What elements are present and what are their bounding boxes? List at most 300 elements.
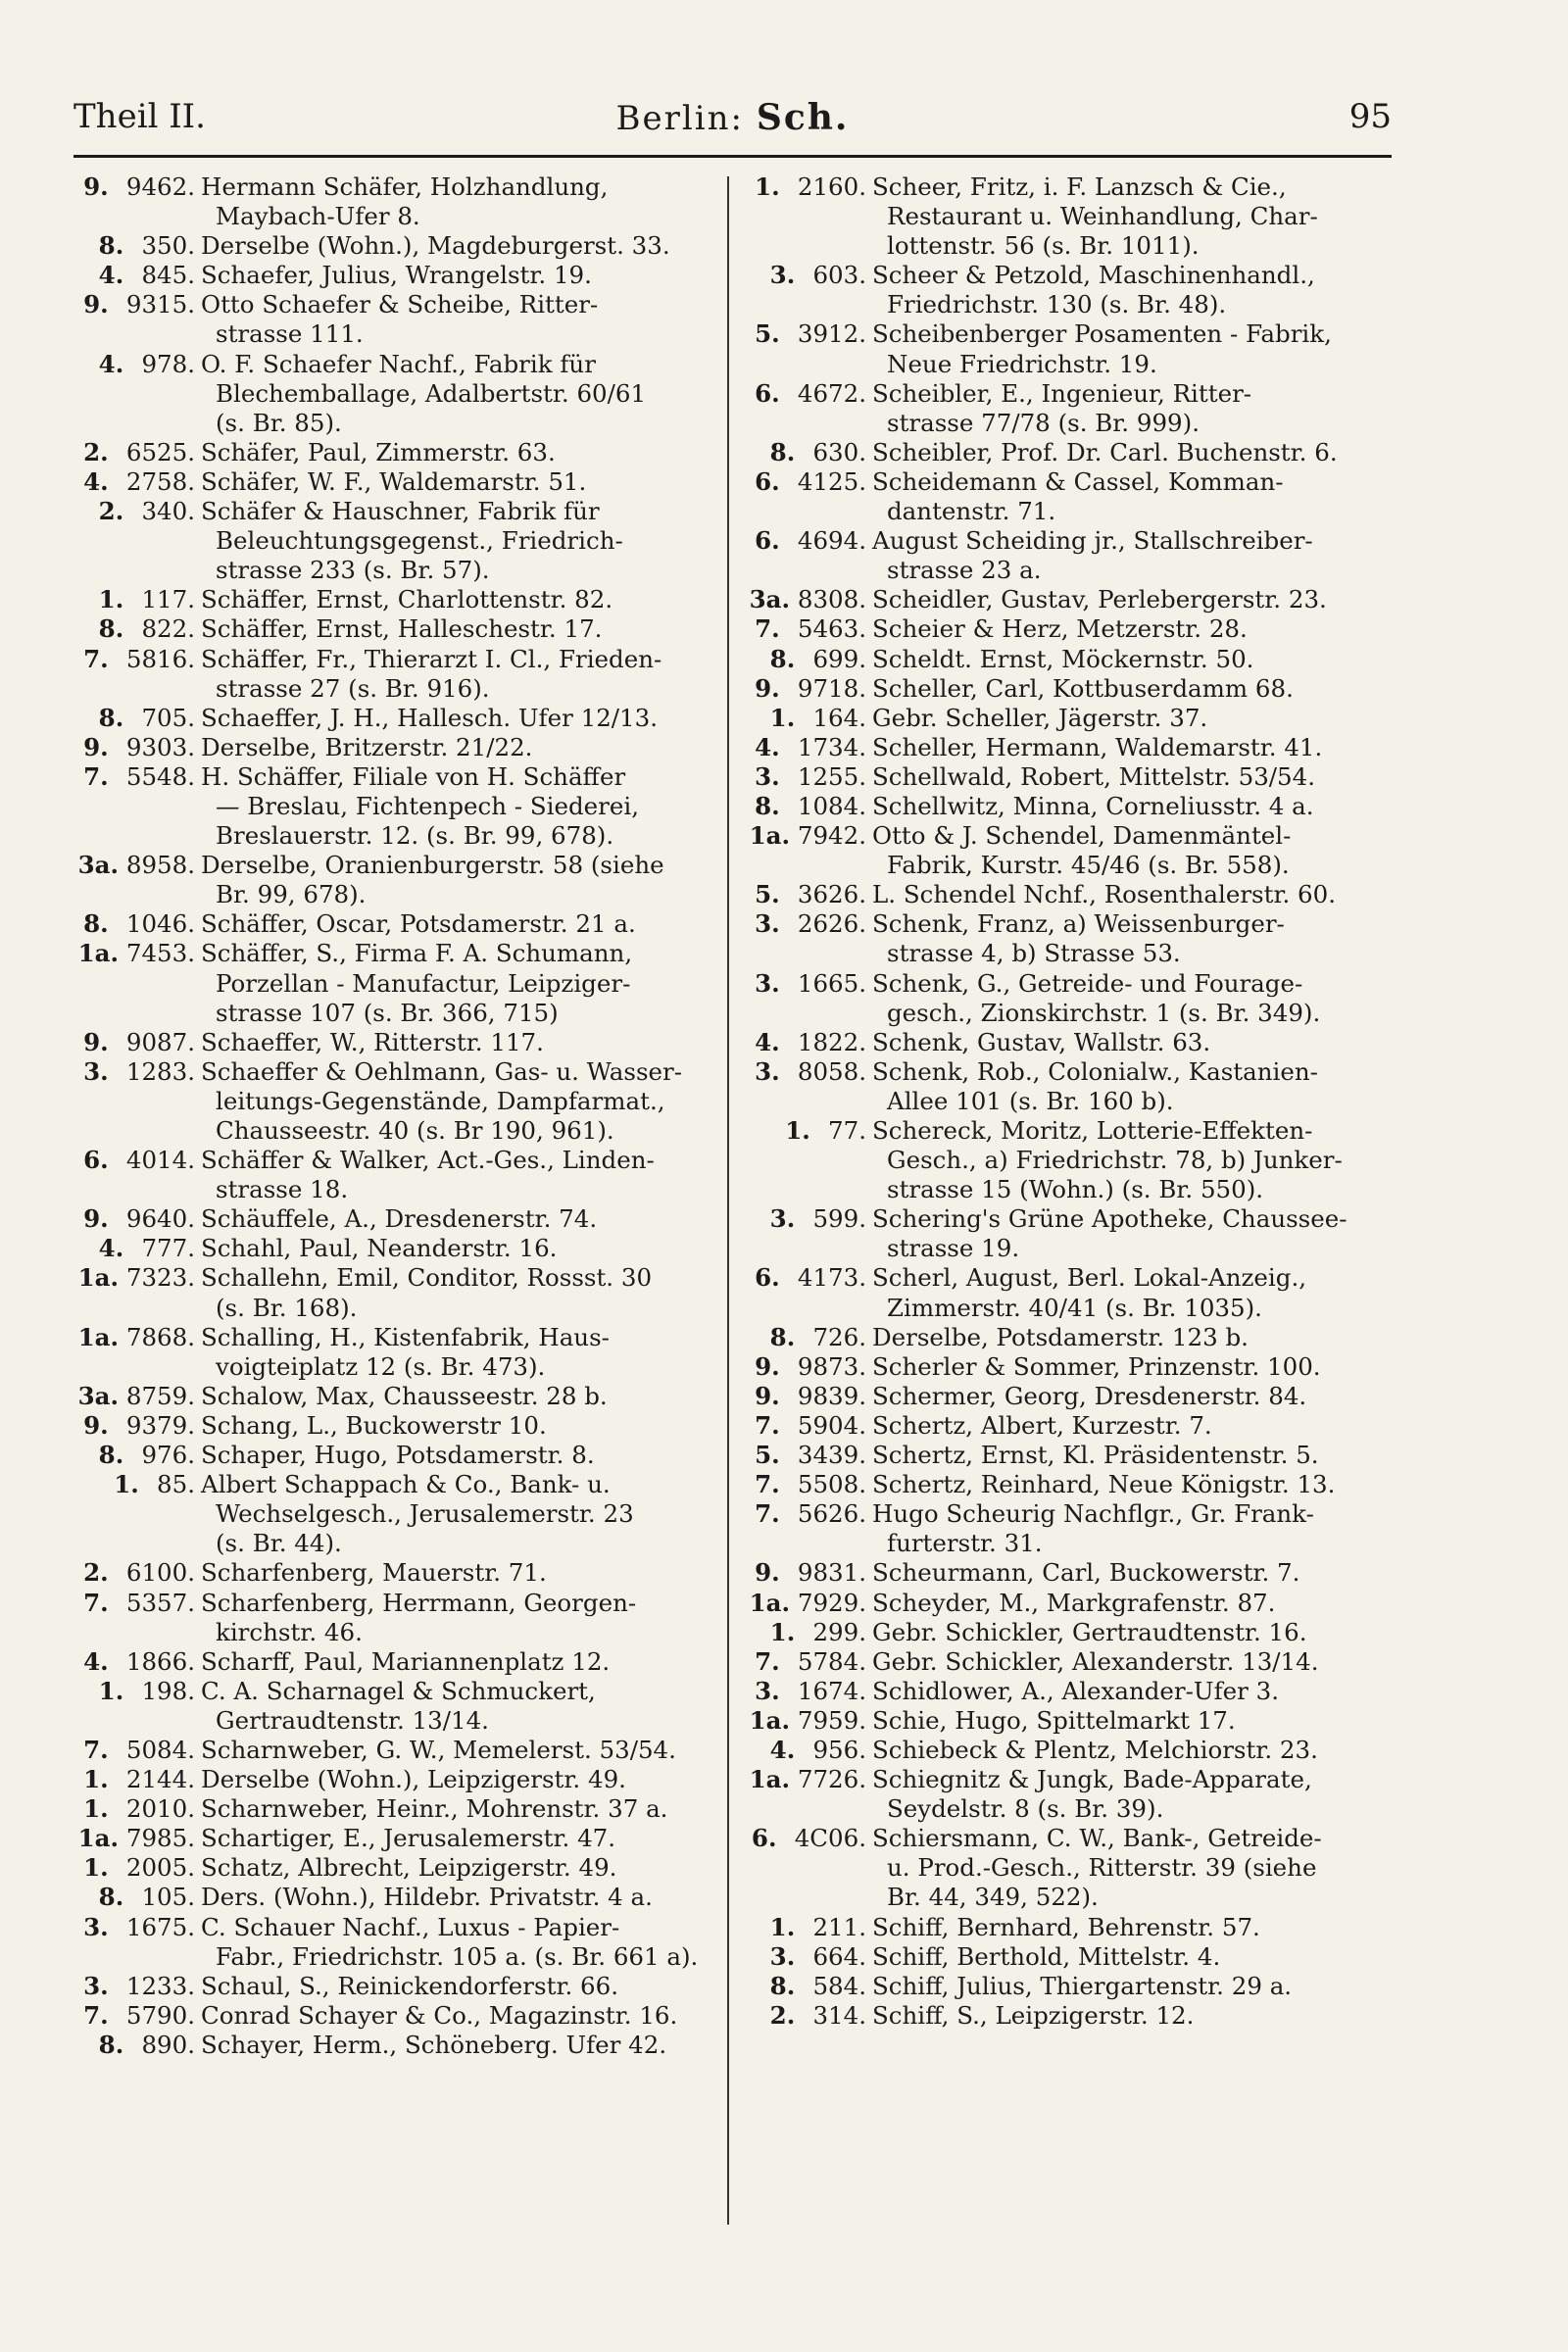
entry-text: Schang, L., Buckowerstr 10. — [201, 1410, 547, 1440]
entry-text: Derselbe (Wohn.), Leipzigerstr. 49. — [201, 1765, 626, 1794]
entry-number — [74, 231, 195, 261]
telephone-number: 5904. — [797, 1410, 866, 1440]
entry-text: Scheer & Petzold, Maschinenhandl., — [872, 261, 1315, 290]
directory-entry — [745, 1736, 1372, 1765]
entry-continuation: strasse 4, b) Strasse 53. — [887, 939, 1181, 968]
entry-text: O. F. Schaefer Nachf., Fabrik für — [201, 349, 596, 378]
entry-text: Schäffer, Oscar, Potsdamerstr. 21 a. — [201, 909, 636, 939]
entry-continuation: — Breslau, Fichtenpech - Siederei, — [216, 791, 640, 820]
entry-text: Scharnweber, G. W., Memelerst. 53/54. — [201, 1735, 676, 1764]
entry-continuation: (s. Br. 85). — [216, 408, 342, 437]
district-number: 9. — [83, 1204, 109, 1234]
directory-entry — [745, 1028, 1372, 1057]
directory-entry — [745, 909, 1372, 968]
entry-continuation: Restaurant u. Weinhandlung, Char- — [887, 202, 1318, 231]
telephone-number: 630. — [812, 437, 866, 466]
entry-text: Derselbe (Wohn.), Magdeburgerst. 33. — [201, 231, 670, 261]
directory-entry — [74, 1411, 701, 1441]
district-number: 3. — [769, 261, 796, 290]
entry-number — [74, 1382, 195, 1411]
telephone-number: 211. — [812, 1912, 866, 1941]
entry-number — [745, 909, 866, 939]
telephone-number: 350. — [141, 231, 195, 261]
directory-entry — [745, 319, 1372, 378]
district-number: 2. — [769, 2000, 796, 2030]
directory-entry — [74, 1736, 701, 1765]
telephone-number: 5463. — [797, 614, 866, 644]
telephone-number: 4672. — [797, 378, 866, 408]
directory-entry — [74, 1263, 701, 1322]
entry-number — [74, 1470, 195, 1499]
directory-entry — [74, 1913, 701, 1972]
directory-entry — [74, 1589, 701, 1647]
directory-entry — [74, 909, 701, 939]
telephone-number: 8759. — [125, 1381, 195, 1410]
directory-entry — [74, 467, 701, 497]
entry-text: Schäffer & Walker, Act.-Ges., Linden- — [201, 1146, 655, 1175]
directory-entry — [745, 762, 1372, 792]
district-number: 8. — [98, 1441, 124, 1470]
entry-continuation: Zimmerstr. 40/41 (s. Br. 1035). — [887, 1293, 1262, 1322]
directory-entry — [745, 1057, 1372, 1116]
entry-continuation: Wechselgesch., Jerusalemerstr. 23 — [216, 1499, 634, 1529]
entry-text: Scheidemann & Cassel, Komman- — [872, 466, 1284, 496]
district-number: 9. — [83, 1410, 109, 1440]
telephone-number: 1046. — [125, 909, 195, 939]
entry-text: Gebr. Schickler, Alexanderstr. 13/14. — [872, 1646, 1319, 1676]
directory-entry — [745, 1323, 1372, 1352]
entry-number — [745, 261, 866, 290]
telephone-number: 5357. — [125, 1588, 195, 1617]
district-number: 1. — [785, 1116, 810, 1145]
entry-continuation: Allee 101 (s. Br. 160 b). — [887, 1086, 1174, 1115]
entry-continuation: leitungs-Gegenstände, Dampfarmat., — [216, 1086, 665, 1115]
entry-text: C. A. Scharnagel & Schmuckert, — [201, 1676, 596, 1705]
district-number: 7. — [83, 1588, 109, 1617]
city-label: Berlin: — [615, 99, 745, 138]
directory-entry — [74, 1028, 701, 1057]
entry-text: Schiff, Berthold, Mittelstr. 4. — [872, 1941, 1221, 1971]
entry-number — [745, 1441, 866, 1470]
entry-continuation: Maybach-Ufer 8. — [216, 202, 420, 231]
district-number: 2. — [98, 497, 124, 526]
district-number: 1. — [98, 1676, 124, 1705]
telephone-number: 9718. — [797, 673, 866, 703]
directory-entry — [74, 762, 701, 851]
telephone-number: 1734. — [797, 732, 866, 761]
telephone-number: 1674. — [797, 1676, 866, 1705]
entry-text: Schenk, Franz, a) Weissenburger- — [872, 909, 1285, 939]
district-number: 5. — [755, 319, 780, 349]
telephone-number: 2626. — [797, 909, 866, 939]
directory-entry — [745, 1765, 1372, 1824]
directory-entry — [745, 1558, 1372, 1588]
district-number: 1a. — [749, 821, 791, 851]
directory-entry — [74, 645, 701, 704]
entry-number — [74, 1028, 195, 1057]
entry-continuation: Br. 99, 678). — [216, 880, 367, 909]
directory-entry — [74, 261, 701, 290]
district-number: 8. — [98, 1883, 124, 1912]
entry-text: Schellwald, Robert, Mittelstr. 53/54. — [872, 761, 1315, 791]
entry-continuation: strasse 23 a. — [887, 556, 1042, 585]
district-number: 2. — [83, 1558, 109, 1588]
district-number: 8. — [769, 644, 796, 673]
directory-entry — [745, 438, 1372, 467]
entry-continuation: Neue Friedrichstr. 19. — [887, 349, 1157, 378]
column-divider — [727, 176, 729, 2225]
telephone-number: 1675. — [125, 1912, 195, 1941]
district-number: 7. — [83, 2000, 109, 2030]
entry-text: Schenk, G., Getreide- und Fourage- — [872, 968, 1303, 998]
entry-number — [74, 1736, 195, 1765]
district-number: 9. — [755, 1558, 780, 1588]
district-number: 6. — [83, 1146, 109, 1175]
entry-text: Schäffer, Ernst, Halleschestr. 17. — [201, 614, 603, 644]
telephone-number: 3626. — [797, 880, 866, 909]
entry-text: August Scheiding jr., Stallschreiber- — [872, 526, 1313, 556]
right-column — [745, 172, 1372, 2031]
directory-entry — [74, 172, 701, 231]
entry-text: Derselbe, Potsdamerstr. 123 b. — [872, 1322, 1249, 1351]
entry-continuation: u. Prod.-Gesch., Ritterstr. 39 (siehe — [887, 1853, 1317, 1883]
entry-number — [745, 172, 866, 202]
telephone-number: 603. — [812, 261, 866, 290]
entry-text: Gebr. Scheller, Jägerstr. 37. — [872, 703, 1208, 732]
district-number: 3. — [755, 909, 780, 939]
district-number: 1. — [769, 703, 796, 732]
district-number: 8. — [98, 2030, 124, 2059]
telephone-number: 117. — [141, 585, 195, 614]
district-number: 1a. — [77, 939, 120, 968]
directory-entry — [74, 1323, 701, 1382]
telephone-number: 299. — [812, 1617, 866, 1646]
entry-number — [74, 733, 195, 762]
entry-text: Derselbe, Britzerstr. 21/22. — [201, 732, 533, 761]
directory-entry — [745, 1470, 1372, 1499]
entry-text: Schalling, H., Kistenfabrik, Haus- — [201, 1322, 610, 1351]
directory-entry — [745, 1204, 1372, 1263]
district-number: 8. — [83, 909, 109, 939]
entry-number — [74, 1883, 195, 1912]
entry-number — [745, 1736, 866, 1765]
entry-number — [745, 704, 866, 733]
entry-text: Scharnweber, Heinr., Mohrenstr. 37 a. — [201, 1794, 668, 1824]
directory-entry — [74, 2001, 701, 2031]
entry-number — [74, 1589, 195, 1618]
directory-entry — [74, 704, 701, 733]
district-number: 7. — [83, 1735, 109, 1764]
directory-entry — [745, 526, 1372, 585]
district-number: 8. — [769, 1971, 796, 2000]
entry-text: Otto & J. Schendel, Damenmäntel- — [872, 821, 1292, 851]
entry-text: Schaeffer, J. H., Hallesch. Ufer 12/13. — [201, 703, 659, 732]
entry-number — [745, 1352, 866, 1382]
directory-entry — [74, 1883, 701, 1912]
directory-entry — [74, 614, 701, 644]
district-number: 3a. — [77, 1381, 120, 1410]
directory-entry — [74, 497, 701, 585]
directory-entry — [74, 290, 701, 349]
entry-number — [74, 704, 195, 733]
directory-entry — [745, 1647, 1372, 1677]
entry-number — [745, 821, 866, 851]
entry-number — [745, 1618, 866, 1647]
entry-number — [74, 1824, 195, 1853]
entry-continuation: strasse 111. — [216, 319, 364, 349]
entry-text: Ders. (Wohn.), Hildebr. Privatstr. 4 a. — [201, 1883, 653, 1912]
directory-entry — [745, 1263, 1372, 1322]
entry-number — [745, 319, 866, 349]
district-number: 9. — [83, 172, 109, 201]
entry-number — [745, 1647, 866, 1677]
district-number: 3. — [769, 1941, 796, 1971]
directory-entry — [745, 1352, 1372, 1382]
entry-continuation: Seydelstr. 8 (s. Br. 39). — [887, 1794, 1164, 1824]
entry-continuation: Blechemballage, Adalbertstr. 60/61 — [216, 378, 647, 408]
entry-text: Schaefer, Julius, Wrangelstr. 19. — [201, 261, 592, 290]
entry-number — [745, 467, 866, 497]
district-number: 7. — [755, 1470, 780, 1499]
entry-text: Schertz, Reinhard, Neue Königstr. 13. — [872, 1470, 1336, 1499]
directory-entry — [745, 1499, 1372, 1558]
directory-entry — [74, 1853, 701, 1883]
directory-entry — [745, 1706, 1372, 1736]
district-number: 1. — [755, 172, 780, 201]
telephone-number: 8058. — [797, 1056, 866, 1086]
entry-number — [74, 1441, 195, 1470]
entry-number — [745, 792, 866, 821]
directory-entry — [745, 1677, 1372, 1706]
entry-text: Scheldt. Ernst, Möckernstr. 50. — [872, 644, 1254, 673]
entry-continuation: Gertraudtenstr. 13/14. — [216, 1705, 489, 1735]
district-number: 8. — [769, 1322, 796, 1351]
district-number: 1a. — [77, 1322, 120, 1351]
entry-number — [745, 1589, 866, 1618]
district-number: 1. — [83, 1794, 109, 1824]
directory-entry — [74, 939, 701, 1027]
directory-entry — [74, 1647, 701, 1677]
directory-entry — [745, 172, 1372, 261]
entry-continuation: furterstr. 31. — [887, 1529, 1043, 1558]
entry-text: Scheller, Carl, Kottbuserdamm 68. — [872, 673, 1294, 703]
telephone-number: 5790. — [125, 2000, 195, 2030]
district-number: 3. — [755, 1676, 780, 1705]
entry-text: Scheibler, E., Ingenieur, Ritter- — [872, 378, 1252, 408]
directory-entry — [74, 1146, 701, 1204]
entry-text: Gebr. Schickler, Gertraudtenstr. 16. — [872, 1617, 1307, 1646]
entry-continuation: Fabrik, Kurstr. 45/46 (s. Br. 558). — [887, 851, 1290, 880]
entry-number — [74, 1853, 195, 1883]
entry-number — [745, 1411, 866, 1441]
telephone-number: 7985. — [125, 1824, 195, 1853]
entry-continuation: strasse 107 (s. Br. 366, 715) — [216, 998, 559, 1027]
telephone-number: 77. — [828, 1116, 866, 1145]
telephone-number: 5784. — [797, 1646, 866, 1676]
directory-entry — [745, 674, 1372, 704]
district-number: 1. — [114, 1470, 139, 1499]
entry-number — [74, 645, 195, 674]
entry-number — [745, 1677, 866, 1706]
entry-number — [745, 1824, 866, 1853]
telephone-number: 1255. — [797, 761, 866, 791]
district-number: 5. — [755, 880, 780, 909]
entry-text: Scharfenberg, Herrmann, Georgen- — [201, 1588, 637, 1617]
entry-text: Schäffer, S., Firma F. A. Schumann, — [201, 939, 633, 968]
directory-entry — [745, 467, 1372, 526]
entry-number — [74, 1146, 195, 1175]
directory-entry — [74, 1558, 701, 1588]
entry-number — [745, 1116, 866, 1146]
entry-number — [74, 585, 195, 614]
entry-text: Hermann Schäfer, Holzhandlung, — [201, 172, 609, 201]
telephone-number: 584. — [812, 1971, 866, 2000]
telephone-number: 726. — [812, 1322, 866, 1351]
entry-text: Schäffer, Ernst, Charlottenstr. 82. — [201, 585, 613, 614]
directory-entry — [745, 969, 1372, 1028]
directory-entry — [745, 1589, 1372, 1618]
entry-text: Scheyder, M., Markgrafenstr. 87. — [872, 1588, 1276, 1617]
directory-entry — [745, 1913, 1372, 1942]
entry-number — [74, 497, 195, 526]
telephone-number: 8308. — [797, 585, 866, 614]
entry-text: Scheibler, Prof. Dr. Carl. Buchenstr. 6. — [872, 437, 1338, 466]
telephone-number: 7726. — [797, 1765, 866, 1794]
directory-entry — [74, 851, 701, 909]
directory-entry — [745, 1441, 1372, 1470]
entry-number — [745, 438, 866, 467]
telephone-number: 85. — [157, 1470, 195, 1499]
district-number: 9. — [755, 1351, 780, 1381]
telephone-number: 1233. — [125, 1971, 195, 2000]
entry-number — [745, 1204, 866, 1234]
telephone-number: 890. — [141, 2030, 195, 2059]
entry-continuation: (s. Br. 168). — [216, 1293, 358, 1322]
entry-text: Scheer, Fritz, i. F. Lanzsch & Cie., — [872, 172, 1287, 201]
entry-text: Schiff, S., Leipzigerstr. 12. — [872, 2000, 1195, 2030]
entry-number — [74, 851, 195, 880]
telephone-number: 699. — [812, 644, 866, 673]
entry-continuation: strasse 27 (s. Br. 916). — [216, 673, 490, 703]
entry-number — [745, 379, 866, 409]
running-title — [74, 97, 1392, 138]
entry-text: Scheurmann, Carl, Buckowerstr. 7. — [872, 1558, 1300, 1588]
entry-text: Schertz, Albert, Kurzestr. 7. — [872, 1410, 1212, 1440]
entry-number — [745, 1765, 866, 1794]
left-column — [74, 172, 701, 2060]
entry-text: Schatz, Albrecht, Leipzigerstr. 49. — [201, 1853, 617, 1883]
entry-number — [745, 1972, 866, 2001]
entry-number — [745, 733, 866, 762]
district-number: 3. — [769, 1204, 796, 1234]
entry-continuation: (s. Br. 44). — [216, 1529, 342, 1558]
telephone-number: 9462. — [125, 172, 195, 201]
district-number: 4. — [769, 1735, 796, 1764]
directory-entry — [745, 704, 1372, 733]
directory-entry — [745, 1942, 1372, 1972]
directory-entry — [745, 614, 1372, 644]
entry-text: Conrad Schayer & Co., Magazinstr. 16. — [201, 2000, 678, 2030]
entry-text: Schereck, Moritz, Lotterie-Effekten- — [872, 1116, 1313, 1145]
directory-entry — [745, 2001, 1372, 2031]
telephone-number: 5548. — [125, 761, 195, 791]
district-number: 7. — [755, 1410, 780, 1440]
entry-number — [74, 2001, 195, 2031]
entry-text: Schaper, Hugo, Potsdamerstr. 8. — [201, 1441, 595, 1470]
telephone-number: 6100. — [125, 1558, 195, 1588]
telephone-number: 7942. — [797, 821, 866, 851]
entry-number — [74, 172, 195, 202]
page-number: 95 — [1348, 97, 1392, 136]
district-number: 1. — [769, 1617, 796, 1646]
district-number: 1a. — [77, 1824, 120, 1853]
entry-number — [745, 1028, 866, 1057]
entry-number — [74, 1794, 195, 1824]
telephone-number: 7959. — [797, 1705, 866, 1735]
entry-number — [74, 939, 195, 968]
directory-entry — [745, 261, 1372, 319]
telephone-number: 2010. — [125, 1794, 195, 1824]
entry-text: H. Schäffer, Filiale von H. Schäffer — [201, 761, 626, 791]
telephone-number: 9839. — [797, 1381, 866, 1410]
district-number: 9. — [83, 290, 109, 319]
entry-number — [745, 585, 866, 614]
entry-number — [745, 969, 866, 999]
telephone-number: 1084. — [797, 791, 866, 820]
directory-entry — [745, 1618, 1372, 1647]
telephone-number: 976. — [141, 1441, 195, 1470]
entry-number — [74, 1972, 195, 2001]
telephone-number: 5626. — [797, 1499, 866, 1529]
entry-number — [74, 1765, 195, 1794]
entry-number — [74, 1647, 195, 1677]
entry-text: Schaul, S., Reinickendorferstr. 66. — [201, 1971, 618, 2000]
district-number: 8. — [769, 437, 796, 466]
directory-entry — [745, 1116, 1372, 1204]
entry-number — [745, 880, 866, 909]
entry-text: Albert Schappach & Co., Bank- u. — [201, 1470, 611, 1499]
district-number: 6. — [755, 1263, 780, 1293]
telephone-number: 9315. — [125, 290, 195, 319]
district-number: 1. — [769, 1912, 796, 1941]
entry-text: Scharfenberg, Mauerstr. 71. — [201, 1558, 547, 1588]
district-number: 4. — [98, 349, 124, 378]
entry-continuation: kirchstr. 46. — [216, 1617, 363, 1646]
telephone-number: 4173. — [797, 1263, 866, 1293]
entry-number — [74, 2031, 195, 2060]
directory-entry — [74, 1382, 701, 1411]
entry-text: Schäfer, W. F., Waldemarstr. 51. — [201, 466, 587, 496]
district-number: 3. — [755, 1056, 780, 1086]
entry-continuation: Friedrichstr. 130 (s. Br. 48). — [887, 290, 1227, 319]
directory-entry — [745, 1972, 1372, 2001]
telephone-number: 1866. — [125, 1646, 195, 1676]
telephone-number: 9640. — [125, 1204, 195, 1234]
entry-number — [74, 762, 195, 792]
directory-entry — [74, 350, 701, 438]
entry-number — [74, 1263, 195, 1293]
entry-continuation: lottenstr. 56 (s. Br. 1011). — [887, 231, 1200, 261]
telephone-number: 2758. — [125, 466, 195, 496]
entry-text: Schahl, Paul, Neanderstr. 16. — [201, 1234, 558, 1263]
directory-entry — [74, 1204, 701, 1234]
telephone-number: 956. — [812, 1735, 866, 1764]
directory-entry — [745, 733, 1372, 762]
telephone-number: 599. — [812, 1204, 866, 1234]
directory-entry — [74, 733, 701, 762]
entry-text: Scheibenberger Posamenten - Fabrik, — [872, 319, 1332, 349]
entry-number — [745, 526, 866, 556]
